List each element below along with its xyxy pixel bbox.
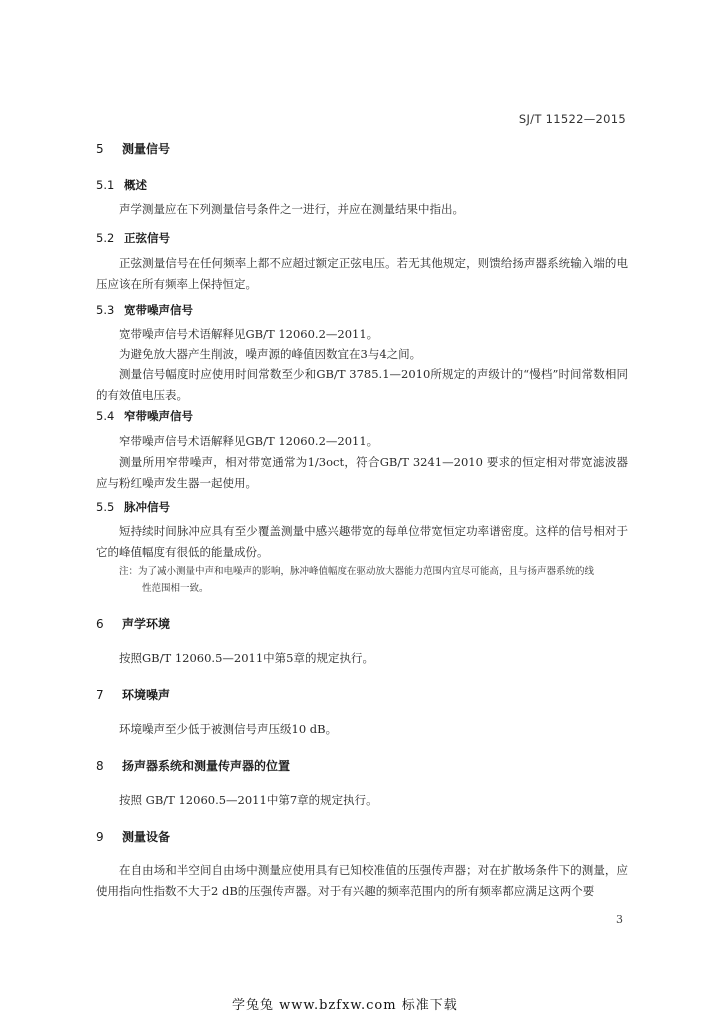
section-number: 5.5 <box>96 500 115 514</box>
footer-watermark: 学兔兔 www.bzfxw.com 标准下载 <box>232 998 458 1013</box>
section-5-4-line-1: 窄带噪声信号术语解释见GB/T 12060.2—2011。 <box>119 434 379 448</box>
section-5-5-note-line-2: 性范围相一致。 <box>142 583 209 594</box>
section-5-heading <box>96 140 170 157</box>
section-5-3-heading <box>96 302 193 318</box>
section-5-5-note-line-1: 注：为了减小测量中声和电噪声的影响，脉冲峰值幅度在驱动放大器能力范围内宜尽可能高，且与扬声器系统的线 <box>119 566 595 577</box>
section-5-4-heading <box>96 408 193 424</box>
section-9-heading <box>96 828 170 845</box>
section-5-1-heading <box>96 177 147 193</box>
section-title: 扬声器系统和测量传声器的位置 <box>122 759 291 773</box>
section-7-paragraph: 环境噪声至少低于被测信号声压级10 dB。 <box>119 722 338 736</box>
section-title: 正弦信号 <box>124 231 170 245</box>
section-number: 5 <box>96 142 104 156</box>
section-5-3-line-1: 宽带噪声信号术语解释见GB/T 12060.2—2011。 <box>119 327 379 341</box>
section-number: 5.2 <box>96 231 115 245</box>
section-number: 5.4 <box>96 409 115 423</box>
section-8-paragraph: 按照 GB/T 12060.5—2011中第7章的规定执行。 <box>119 793 378 807</box>
section-title: 窄带噪声信号 <box>124 409 193 423</box>
standard-code: SJ/T 11522—2015 <box>518 112 626 126</box>
section-8-heading <box>96 757 290 774</box>
section-5-4-paragraph: 测量所用窄带噪声，相对带宽通常为1/3oct，符合GB/T 3241—2010 要求的恒定相对带宽滤波器应与粉红噪声发生器一起使用。 <box>96 455 628 490</box>
page-number: 3 <box>616 913 623 926</box>
section-6-heading <box>96 615 170 632</box>
section-number: 7 <box>96 688 104 702</box>
section-5-3-line-2: 为避免放大器产生削波，噪声源的峰值因数宜在3与4之间。 <box>119 347 422 361</box>
section-number: 5.1 <box>96 178 115 192</box>
section-title: 测量信号 <box>122 142 171 156</box>
section-5-3-paragraph: 测量信号幅度时应使用时间常数至少和GB/T 3785.1—2010所规定的声级计的“慢档”时间常数相同的有效值电压表。 <box>96 367 628 402</box>
section-title: 脉冲信号 <box>124 500 170 514</box>
section-number: 5.3 <box>96 303 115 317</box>
section-5-2-paragraph: 正弦测量信号在任何频率上都不应超过额定正弦电压。若无其他规定，则馈给扬声器系统输入端的电压应该在所有频率上保持恒定。 <box>96 256 628 291</box>
section-5-1-paragraph: 声学测量应在下列测量信号条件之一进行，并应在测量结果中指出。 <box>119 202 464 216</box>
section-number: 8 <box>96 759 104 773</box>
section-title: 概述 <box>124 178 147 192</box>
section-title: 声学环境 <box>122 617 171 631</box>
section-5-5-heading <box>96 499 170 515</box>
section-title: 测量设备 <box>122 830 171 844</box>
section-6-paragraph: 按照GB/T 12060.5—2011中第5章的规定执行。 <box>119 651 374 665</box>
section-number: 9 <box>96 830 104 844</box>
section-9-paragraph: 在自由场和半空间自由场中测量应使用具有已知校准值的压强传声器；对在扩散场条件下的测量，应使用指向性指数不大于2 dB的压强传声器。对于有兴趣的频率范围内的所有频率都应满足这两个要 <box>96 863 628 898</box>
section-5-5-paragraph: 短持续时间脉冲应具有至少覆盖测量中感兴趣带宽的每单位带宽恒定功率谱密度。这样的信号相对于它的峰值幅度有很低的能量成份。 <box>96 524 628 559</box>
section-7-heading <box>96 686 170 703</box>
section-title: 宽带噪声信号 <box>124 303 193 317</box>
section-title: 环境噪声 <box>122 688 171 702</box>
section-5-2-heading <box>96 230 170 246</box>
section-number: 6 <box>96 617 104 631</box>
